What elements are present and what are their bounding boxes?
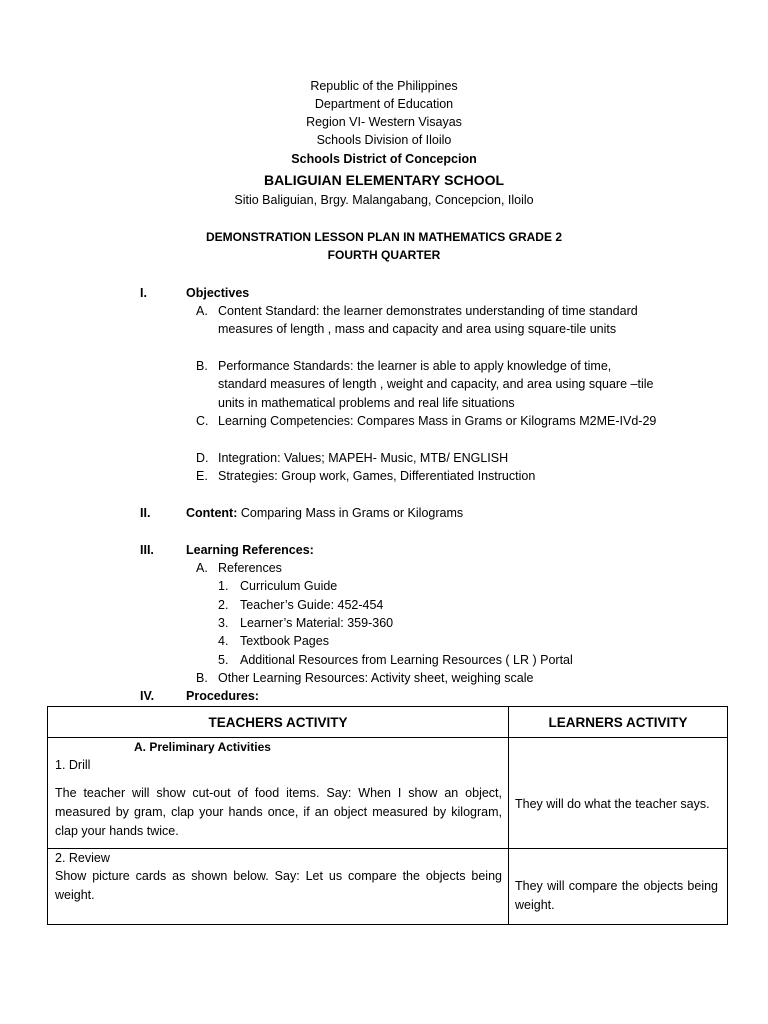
lesson-quarter: FOURTH QUARTER	[327, 248, 441, 262]
reference-1-number: 1.	[218, 579, 229, 593]
table-row-drill	[48, 738, 728, 849]
header-division: Schools Division of Iloilo	[316, 133, 452, 147]
references-a-text: References	[218, 561, 282, 575]
objective-c-text: Learning Competencies: Compares Mass in Grams or Kilograms M2ME-IVd-29	[218, 414, 657, 428]
header-department: Department of Education	[314, 97, 454, 111]
school-address: Sitio Baliguian, Brgy. Malangabang, Concepcion, Iloilo	[234, 193, 534, 207]
objective-d-text: Integration: Values; MAPEH- Music, MTB/ ENGLISH	[218, 451, 509, 465]
section-4-heading: Procedures:	[186, 689, 259, 703]
objective-a-text: Content Standard: the learner demonstrates understanding of time standard measures of length , mass and capacity and area using square-tile units	[218, 304, 638, 337]
header-region: Region VI- Western Visayas	[306, 115, 462, 129]
references-b-text: Other Learning Resources: Activity sheet, weighing scale	[218, 671, 534, 685]
review-learner-cell	[509, 849, 728, 925]
section-3-heading: Learning References:	[186, 543, 314, 557]
objective-e-text: Strategies: Group work, Games, Differentiated Instruction	[218, 469, 536, 483]
section-2-heading: Content:	[186, 506, 238, 520]
references-a-letter: A.	[196, 561, 208, 575]
section-2-text: Comparing Mass in Grams or Kilograms	[237, 506, 464, 520]
school-name: BALIGUIAN ELEMENTARY SCHOOL	[263, 172, 505, 188]
references-b-letter: B.	[196, 671, 208, 685]
review-teacher-cell	[48, 849, 509, 925]
header-district: Schools District of Concepcion	[291, 152, 477, 166]
reference-4-number: 4.	[218, 634, 229, 648]
section-2-number: II.	[140, 506, 151, 520]
reference-2-text: Teacher’s Guide: 452-454	[240, 598, 384, 612]
section-3-number: III.	[140, 543, 154, 557]
reference-4-text: Textbook Pages	[240, 634, 329, 648]
procedures-table	[47, 706, 728, 925]
reference-2-number: 2.	[218, 598, 229, 612]
reference-3-text: Learner’s Material: 359-360	[240, 616, 394, 630]
objective-c-letter: C.	[196, 414, 209, 428]
review-label: 2. Review	[55, 851, 110, 865]
header-republic: Republic of the Philippines	[310, 79, 458, 93]
section-2-line	[186, 504, 463, 522]
section-1-heading: Objectives	[186, 286, 250, 300]
drill-learner-cell	[509, 738, 728, 849]
lesson-title: DEMONSTRATION LESSON PLAN IN MATHEMATICS GRADE 2	[205, 230, 562, 244]
review-text: Show picture cards as shown below. Say: Let us compare the objects being weight.	[55, 869, 502, 902]
preliminary-activities-heading: A. Preliminary Activities	[134, 740, 271, 754]
objective-b-letter: B.	[196, 359, 208, 373]
review-response: They will compare the objects being weight.	[515, 879, 718, 912]
reference-5-text: Additional Resources from Learning Resources ( LR ) Portal	[240, 653, 573, 667]
teachers-activity-header: TEACHERS ACTIVITY	[48, 707, 509, 738]
objective-a-letter: A.	[196, 304, 208, 318]
drill-text: The teacher will show cut-out of food items. Say: When I show an object, measured by gram, clap your hands once, if an object measured by kilogram, clap your hands twice.	[55, 786, 502, 838]
table-row-review	[48, 849, 728, 925]
reference-5-number: 5.	[218, 653, 229, 667]
drill-teacher-cell	[48, 738, 509, 849]
reference-3-number: 3.	[218, 616, 229, 630]
learners-activity-header: LEARNERS ACTIVITY	[509, 707, 728, 738]
objective-d-letter: D.	[196, 451, 209, 465]
section-1-number: I.	[140, 286, 147, 300]
section-4-number: IV.	[140, 689, 155, 703]
drill-label: 1. Drill	[55, 758, 91, 772]
reference-1-text: Curriculum Guide	[240, 579, 338, 593]
drill-response: They will do what the teacher says.	[515, 797, 710, 811]
objective-e-letter: E.	[196, 469, 208, 483]
table-header-row	[48, 707, 728, 738]
objective-b-text: Performance Standards: the learner is able to apply knowledge of time, standard measures of length , weight and capacity, and area using square –tile units in mathematical problems and real life situations	[218, 359, 654, 410]
